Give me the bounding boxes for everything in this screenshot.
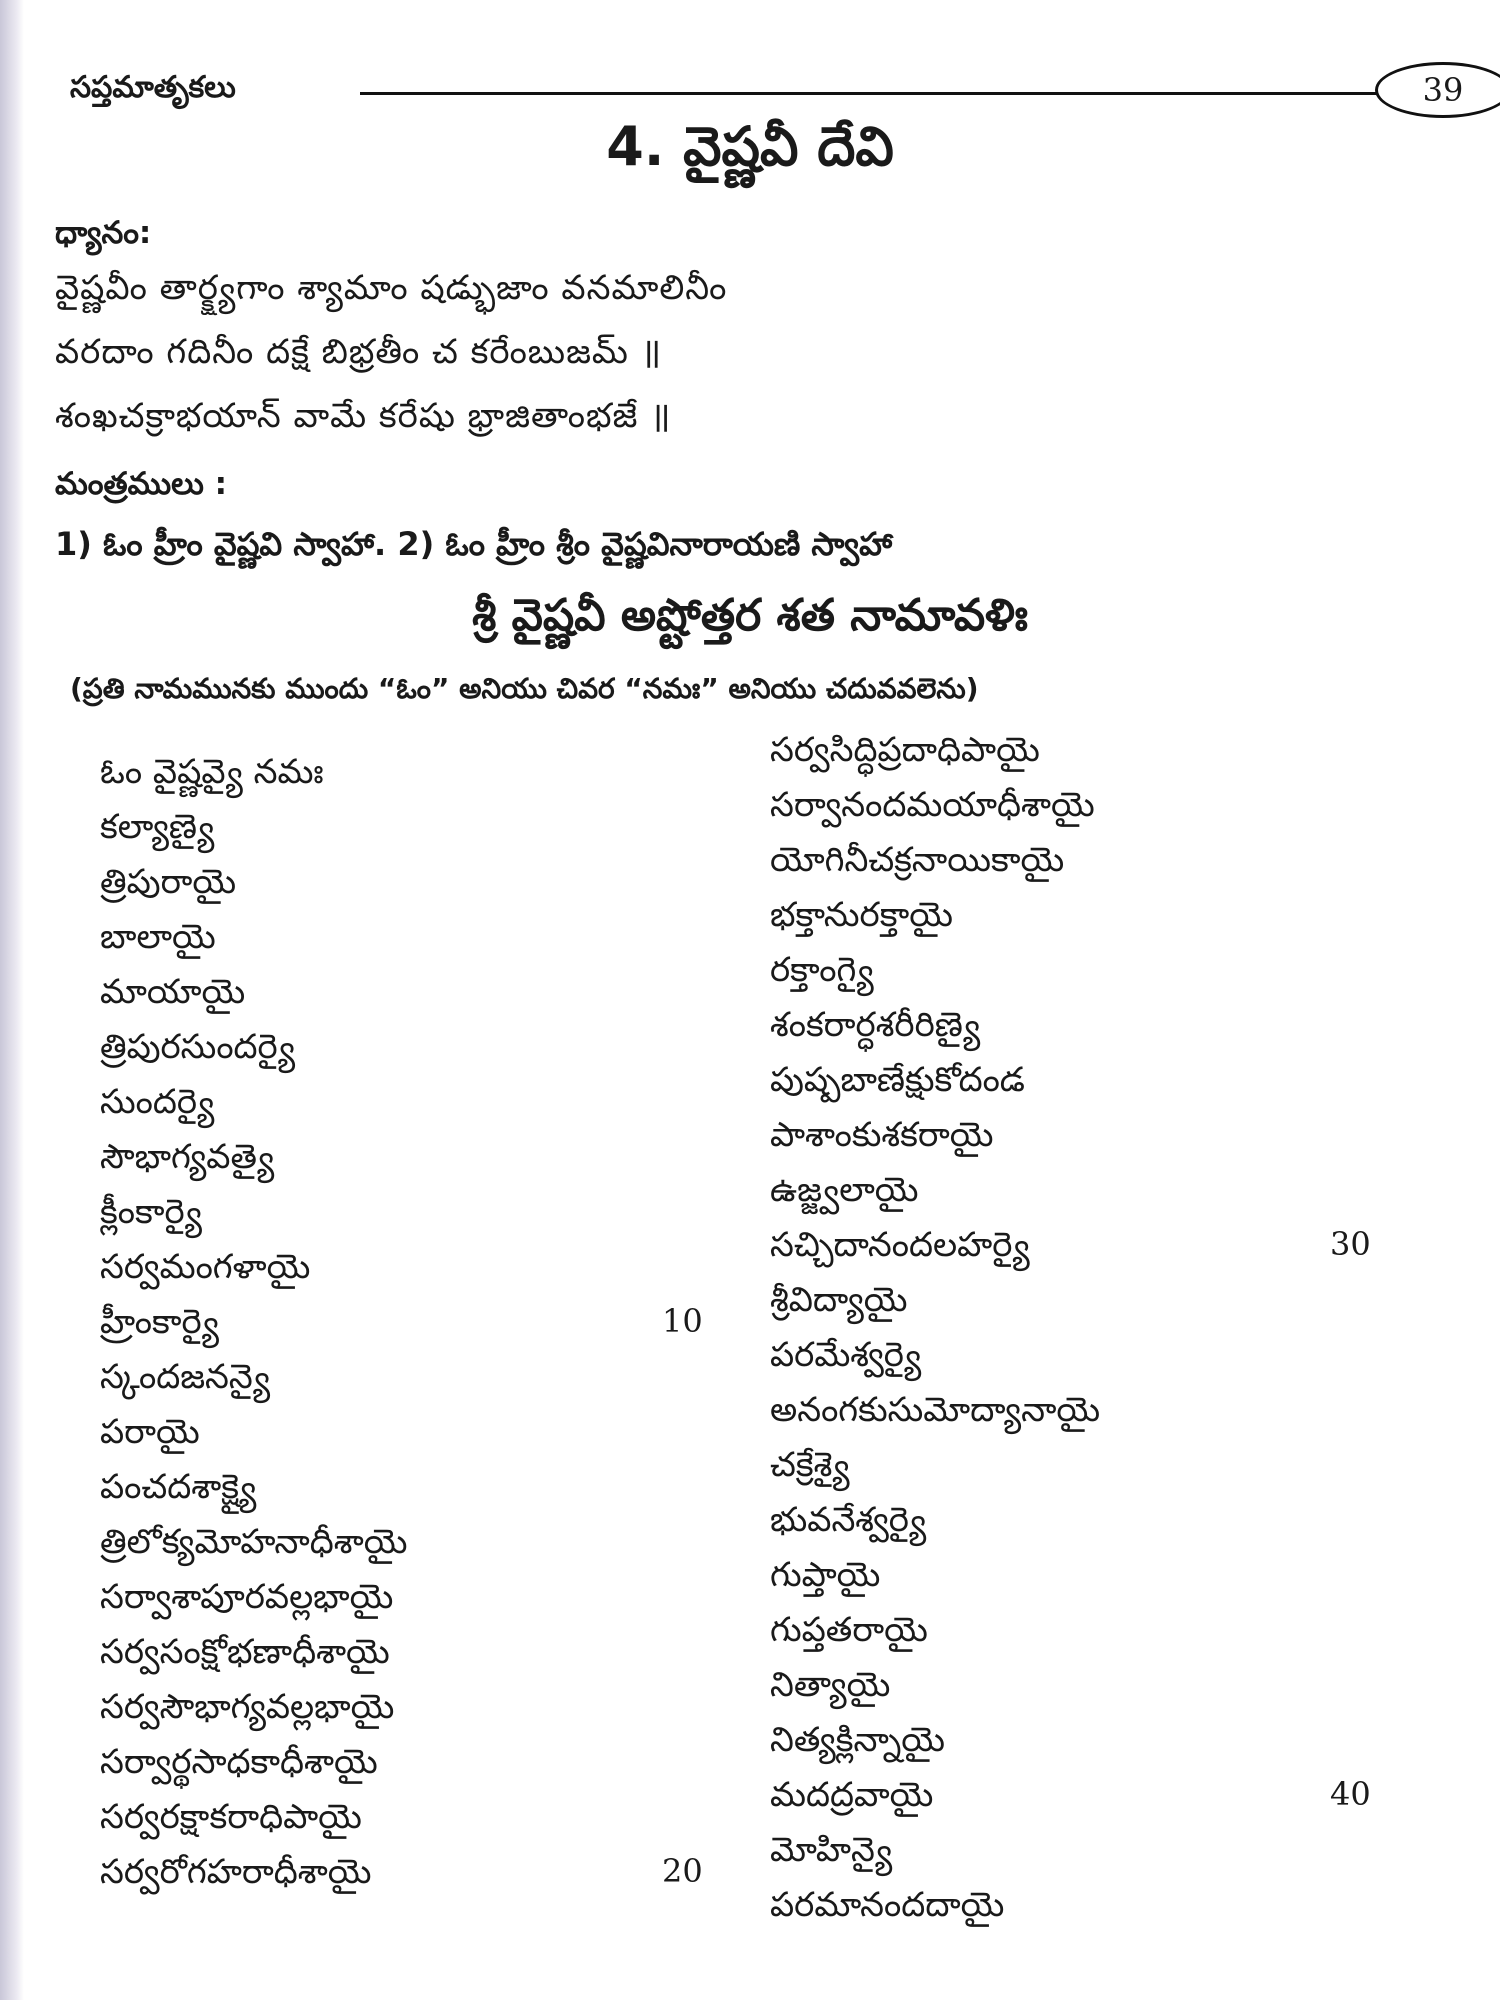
name-count-marker: 40 bbox=[1330, 1775, 1371, 1813]
namavali-title: శ్రీ వైష్ణవీ అష్టోత్తర శత నామావళిః bbox=[472, 590, 1028, 641]
name-item: సౌభాగ్యవత్యై bbox=[100, 1137, 275, 1177]
page-header bbox=[70, 62, 1464, 122]
name-item: సర్వానందమయాధీశాయై bbox=[770, 785, 1095, 825]
name-item: హ్రీంకార్యై bbox=[100, 1302, 219, 1342]
recitation-instruction: (ప్రతి నామమునకు ముందు “ఓం” అనియు చివర “నమః” అనియు చదువవలెను) bbox=[70, 672, 979, 705]
name-item: పుష్పబాణేక్షుకోదండ bbox=[770, 1060, 1025, 1100]
dhyanam-heading: ధ్యానం: bbox=[55, 215, 152, 251]
name-item: బాలాయై bbox=[100, 917, 216, 957]
name-item: సచ్చిదానందలహర్యై bbox=[770, 1225, 1030, 1265]
name-count-marker: 10 bbox=[662, 1302, 703, 1340]
name-item: త్రిపురసుందర్యై bbox=[100, 1027, 296, 1067]
name-item: సర్వాశాపూరవల్లభాయై bbox=[100, 1577, 394, 1617]
chapter-title: 4. వైష్ణవీ దేవి bbox=[606, 115, 894, 178]
mantras-heading: మంత్రములు : bbox=[55, 466, 228, 502]
name-item: పాశాంకుశకరాయై bbox=[770, 1115, 994, 1155]
name-item: చక్రేశ్యై bbox=[770, 1445, 850, 1485]
name-item: పరమానందదాయై bbox=[770, 1885, 1005, 1925]
name-item: స్కందజనన్యై bbox=[100, 1357, 271, 1397]
name-item: రక్తాంగ్యై bbox=[770, 950, 874, 990]
name-item: భువనేశ్వర్యై bbox=[770, 1500, 927, 1540]
name-item: శ్రీవిద్యాయై bbox=[770, 1280, 908, 1320]
name-count-marker: 20 bbox=[662, 1852, 703, 1890]
name-item: పంచదశాక్ష్యై bbox=[100, 1467, 257, 1507]
mantras-line: 1) ఓం హ్రీం వైష్ణవి స్వాహా. 2) ఓం హ్రీం శ్రీం వైష్ణవినారాయణి స్వాహా bbox=[55, 525, 893, 563]
name-item: సుందర్యై bbox=[100, 1082, 215, 1122]
name-item: సర్వరోగహరాధీశాయై bbox=[100, 1852, 372, 1892]
name-item: అనంగకుసుమోద్యానాయై bbox=[770, 1390, 1101, 1430]
dhyanam-line: వరదాం గదినీం దక్షే బిభ్రతీం చ కరేంబుజమ్ ॥ bbox=[55, 332, 663, 372]
name-item: యోగినీచక్రనాయికాయై bbox=[770, 840, 1065, 880]
header-rule bbox=[360, 92, 1380, 95]
name-item: పరాయై bbox=[100, 1412, 200, 1452]
name-item: త్రిలోక్యమోహనాధీశాయై bbox=[100, 1522, 408, 1562]
name-item: సర్వసిద్ధిప్రదాధిపాయై bbox=[770, 730, 1040, 770]
dhyanam-line: శంఖచక్రాభయాన్ వామే కరేషు భ్రాజితాంభజే ॥ bbox=[55, 396, 672, 436]
page-number-oval bbox=[1375, 62, 1500, 118]
name-item: ఓం వైష్ణవ్యై నమః bbox=[100, 752, 324, 792]
name-item: గుప్తతరాయై bbox=[770, 1610, 928, 1650]
name-item: మదద్రవాయై bbox=[770, 1775, 934, 1815]
name-item: కల్యాణ్యై bbox=[100, 807, 215, 847]
name-item: సర్వరక్షాకరాధిపాయై bbox=[100, 1797, 362, 1837]
name-item: సర్వసంక్షోభణాధీశాయై bbox=[100, 1632, 390, 1672]
name-item: నిత్యాయై bbox=[770, 1665, 891, 1705]
page-number: 39 bbox=[1422, 71, 1464, 109]
name-item: మోహిన్యై bbox=[770, 1830, 893, 1870]
dhyanam-line: వైష్ణవీం తార్క్ష్యగాం శ్యామాం షడ్భుజాం వనమాలినీం bbox=[55, 268, 728, 308]
name-item: సర్వార్థసాధకాధీశాయై bbox=[100, 1742, 378, 1782]
name-item: ఉజ్జ్వలాయై bbox=[770, 1170, 919, 1210]
name-item: త్రిపురాయై bbox=[100, 862, 237, 902]
name-item: క్లీంకార్యై bbox=[100, 1192, 202, 1232]
name-item: సర్వమంగళాయై bbox=[100, 1247, 311, 1287]
name-item: మాయాయై bbox=[100, 972, 246, 1012]
name-item: భక్తానురక్తాయై bbox=[770, 895, 953, 935]
name-item: సర్వసౌభాగ్యవల్లభాయై bbox=[100, 1687, 395, 1727]
book-spine-shadow bbox=[0, 0, 24, 2000]
name-count-marker: 30 bbox=[1330, 1225, 1371, 1263]
name-item: శంకరార్ధశరీరిణ్యై bbox=[770, 1005, 981, 1045]
book-title: సప్తమాతృకలు bbox=[70, 70, 236, 105]
name-item: పరమేశ్వర్యై bbox=[770, 1335, 922, 1375]
name-item: గుప్తాయై bbox=[770, 1555, 881, 1595]
name-item: నిత్యక్లిన్నాయై bbox=[770, 1720, 945, 1760]
